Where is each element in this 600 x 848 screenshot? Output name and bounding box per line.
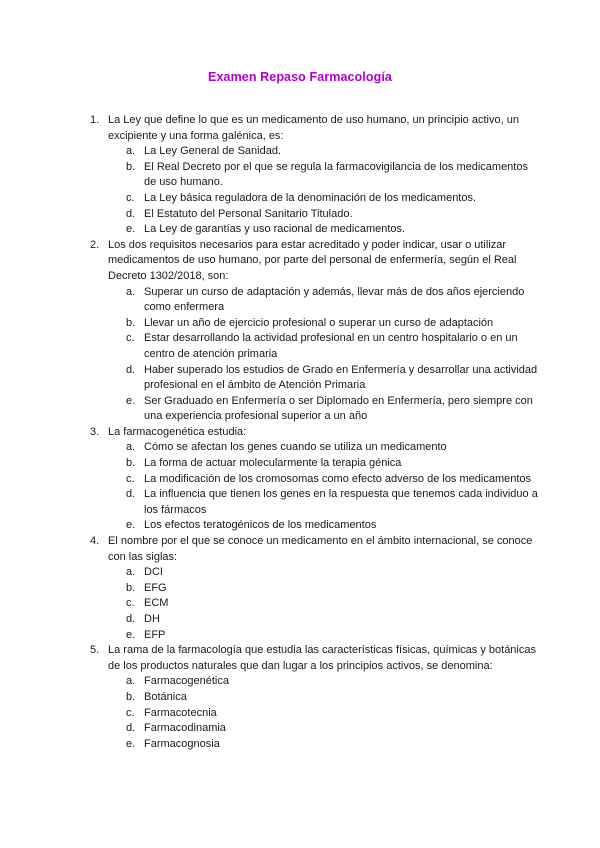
option-item xyxy=(108,207,540,223)
option-text: Farmacognosia xyxy=(144,737,220,750)
question-2 xyxy=(90,238,540,425)
question-text: La farmacogenética estudia: xyxy=(108,425,247,438)
option-letter: d. xyxy=(126,363,136,376)
option-item xyxy=(108,581,540,597)
option-text: Farmacodinamia xyxy=(144,722,226,735)
option-letter: d. xyxy=(126,488,136,501)
option-text: La Ley de garantías y uso racional de medicamentos. xyxy=(144,223,406,236)
option-list xyxy=(108,440,540,534)
option-item xyxy=(108,285,540,316)
option-item xyxy=(108,144,540,160)
option-text: La forma de actuar molecularmente la terapia génica xyxy=(144,457,402,470)
option-text: Llevar un año de ejercicio profesional o superar un curso de adaptación xyxy=(144,316,494,329)
question-text: La Ley que define lo que es un medicamento de uso humano, un principio activo, un excipiente y una forma galénica, es: xyxy=(108,114,519,142)
option-text: Botánica xyxy=(144,690,187,703)
option-item xyxy=(108,440,540,456)
option-text: Farmacotecnia xyxy=(144,706,217,719)
option-letter: d. xyxy=(126,722,136,735)
option-item xyxy=(108,628,540,644)
option-item xyxy=(108,690,540,706)
option-letter: a. xyxy=(126,675,136,688)
option-letter: b. xyxy=(126,316,136,329)
option-item xyxy=(108,222,540,238)
option-letter: e. xyxy=(126,519,136,532)
option-list xyxy=(108,674,540,752)
option-text: ECM xyxy=(144,597,169,610)
option-text: La Ley básica reguladora de la denominación de los medicamentos. xyxy=(144,191,477,204)
question-number: 1. xyxy=(90,114,100,126)
option-letter: d. xyxy=(126,613,136,625)
option-text: La modificación de los cromosomas como efecto adverso de los medicamentos xyxy=(144,472,532,485)
question-3 xyxy=(90,425,540,534)
question-number: 4. xyxy=(90,535,100,548)
option-item xyxy=(108,612,540,628)
option-letter: e. xyxy=(126,223,136,236)
option-text: Ser Graduado en Enfermería o ser Diplomado en Enfermería, pero siempre con una experiencia profesional superior a un año xyxy=(144,394,533,423)
option-text: DCI xyxy=(144,566,163,579)
option-letter: a. xyxy=(126,285,136,298)
question-text: La rama de la farmacología que estudia las características físicas, químicas y botánicas de los productos naturales que dan lugar a los principios activos, se denomina: xyxy=(108,644,536,672)
option-item xyxy=(108,737,540,753)
option-item xyxy=(108,472,540,488)
option-list xyxy=(108,144,540,238)
option-item xyxy=(108,721,540,737)
option-item xyxy=(108,331,540,362)
option-item xyxy=(108,160,540,191)
option-letter: a. xyxy=(126,145,136,158)
document-title: Examen Repaso Farmacología xyxy=(208,70,392,84)
option-letter: c. xyxy=(126,472,135,485)
option-text: La influencia que tienen los genes en la respuesta que tenemos cada individuo a los fármacos xyxy=(144,488,538,516)
option-item xyxy=(108,363,540,394)
option-item xyxy=(108,706,540,722)
option-text: La Ley General de Sanidad. xyxy=(144,145,281,158)
option-text: Los efectos teratogénicos de los medicamentos xyxy=(144,519,377,532)
option-letter: a. xyxy=(126,566,136,579)
option-item xyxy=(108,456,540,472)
question-4 xyxy=(90,534,540,643)
option-letter: e. xyxy=(126,737,136,750)
option-text: Cómo se afectan los genes cuando se utiliza un medicamento xyxy=(144,441,447,454)
option-text: El Estatuto del Personal Sanitario Titulado. xyxy=(144,207,353,220)
option-item xyxy=(108,316,540,332)
option-letter: b. xyxy=(126,690,136,703)
question-5 xyxy=(90,643,540,752)
question-number: 5. xyxy=(90,644,100,657)
question-text: El nombre por el que se conoce un medicamento en el ámbito internacional, se conoce con las siglas: xyxy=(108,535,533,563)
option-text: El Real Decreto por el que se regula la farmacovigilancia de los medicamentos de uso humano. xyxy=(144,160,528,189)
option-text: Estar desarrollando la actividad profesional en un centro hospitalario o en un centro de atención primaria xyxy=(144,332,518,360)
option-letter: a. xyxy=(126,441,136,454)
question-number: 3. xyxy=(90,425,100,438)
option-item xyxy=(108,487,540,518)
option-list xyxy=(108,565,540,643)
option-item xyxy=(108,191,540,207)
option-text: EFP xyxy=(144,628,166,641)
option-letter: b. xyxy=(126,160,136,173)
question-1 xyxy=(90,113,540,238)
option-item xyxy=(108,596,540,612)
option-text: DH xyxy=(144,613,160,625)
option-letter: c. xyxy=(126,706,135,719)
question-text: Los dos requisitos necesarios para estar acreditado y poder indicar, usar o utilizar medicamentos de uso humano, por parte del personal de enfermería, según el Real Decreto 1302/2018, son: xyxy=(108,238,517,282)
option-text: Haber superado los estudios de Grado en Enfermería y desarrollar una actividad profesional en el ámbito de Atención Primaria xyxy=(144,363,538,392)
option-item xyxy=(108,394,540,425)
option-letter: d. xyxy=(126,207,136,220)
option-item xyxy=(108,674,540,690)
option-letter: c. xyxy=(126,332,135,345)
option-letter: c. xyxy=(126,597,135,610)
option-text: Farmacogenética xyxy=(144,675,229,688)
option-letter: c. xyxy=(126,191,135,204)
option-letter: e. xyxy=(126,628,136,641)
option-item xyxy=(108,518,540,534)
option-letter: b. xyxy=(126,581,136,594)
option-text: EFG xyxy=(144,581,167,594)
question-list xyxy=(90,113,540,752)
option-item xyxy=(108,565,540,581)
option-text: Superar un curso de adaptación y además, llevar más de dos años ejerciendo como enfermera xyxy=(144,285,525,314)
option-letter: e. xyxy=(126,394,136,407)
question-number: 2. xyxy=(90,238,100,251)
option-letter: b. xyxy=(126,457,136,470)
option-list xyxy=(108,285,540,425)
